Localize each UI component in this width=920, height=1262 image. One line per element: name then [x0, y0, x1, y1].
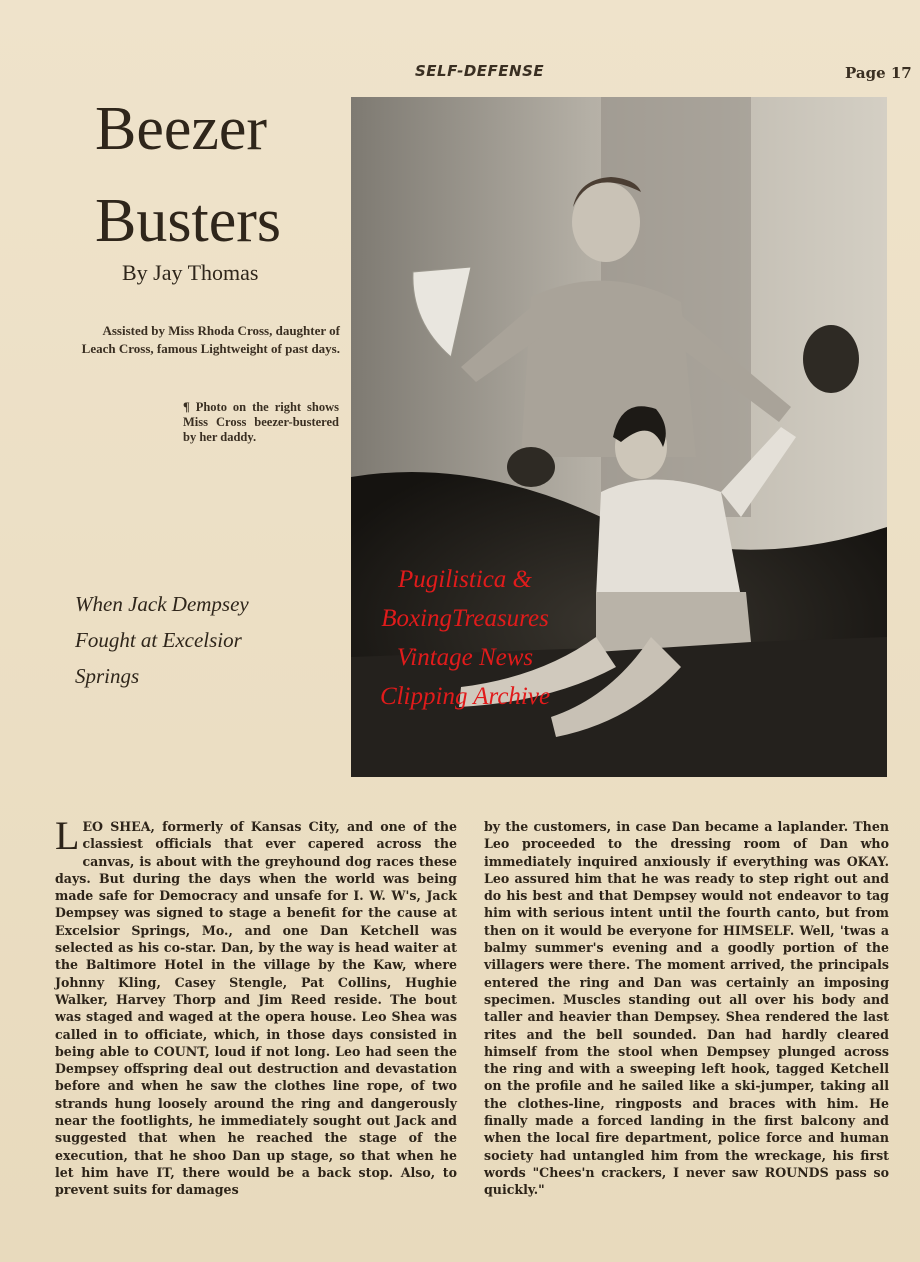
headline-line-1: Beezer: [95, 95, 268, 163]
drop-cap: L: [55, 813, 80, 858]
article-column-2: by the customers, in case Dan became a laplander. Then Leo proceeded to the dressing room of Dan who immediately inquired anxiously if everything was OKAY. Leo assured him that he was ready to step right out and do his best and that Dempsey would not endeavor to tag him with serious intent until the fourth canto, but from then on it would be everyone for HIMSELF. Well, 'twas a balmy summer's evening and a goodly portion of the villagers were there. The moment arrived, the principals entered the ring and Dan was certainly an imposing specimen. Muscles standing out all over his body and taller and heavier than Dempsey. Shea rendered the last rites and the bell sounded. Dan had hardly cleared himself from the stool when Dempsey plunged across the ring and with a sweeping left hook, tagged Ketchell on the profile and he sailed like a ski-jumper, taking all the clothes-line, ringposts and braces with him. He finally made a forced landing in the first balcony and when the local fire department, police force and human society had untangled him from the wreckage, his first words "Chees'n crackers, I never saw ROUNDS pass so quickly.": [484, 819, 889, 1198]
watermark-line-2: BoxingTreasures: [381, 605, 549, 632]
photo-caption: ¶ Photo on the right shows Miss Cross beezer-bustered by her daddy.: [183, 400, 339, 444]
watermark-line-1: Pugilistica &: [397, 566, 533, 593]
assist-note: Assisted by Miss Rhoda Cross, daughter of Leach Cross, famous Lightweight of past days.: [81, 323, 340, 356]
page-number: Page 17: [845, 64, 912, 82]
byline: By Jay Thomas: [122, 260, 259, 285]
watermark-line-4: Clipping Archive: [379, 683, 551, 710]
column-1-text: EO SHEA, formerly of Kansas City, and one of the classiest officials that ever capered across the canvas, is about with the greyhound dog races these days. But during the days when the world was being made safe for Democracy and unsafe for I. W. W's, Jack Dempsey was signed to stage a benefit for the cause at Excelsior Springs, Mo., and one Dan Ketchell was selected as his co-star. Dan, by the way is head waiter at the Baltimore Hotel in the village by the Kaw, where Johnny Kling, Casey Stengle, Pat Collins, Hughie Walker, Harvey Thorp and Jim Reed reside. The bout was staged and waged at the opera house. Leo Shea was called in to officiate, which, in those days consisted in being able to COUNT, loud if not long. Leo had seen the Dempsey offspring deal out destruction and devastation before and when he saw the clothes line rope, of two strands hung loosely around the ring and dangerously near the footlights, he immediately sought out Jack and suggested that when he reached the stage of the execution, that he shoo Dan up stage, so that when he let him have IT, there would be a back stop. Also, to prevent suits for damages: [55, 819, 457, 1198]
subheading: When Jack Dempsey Fought at Excelsior Springs: [75, 592, 249, 688]
watermark-line-3: Vintage News: [396, 644, 534, 671]
article-column-1: [55, 813, 457, 1199]
archive-watermark: [345, 560, 585, 716]
publication-title: SELF-DEFENSE: [415, 62, 545, 80]
headline-line-2: Busters: [95, 187, 281, 255]
